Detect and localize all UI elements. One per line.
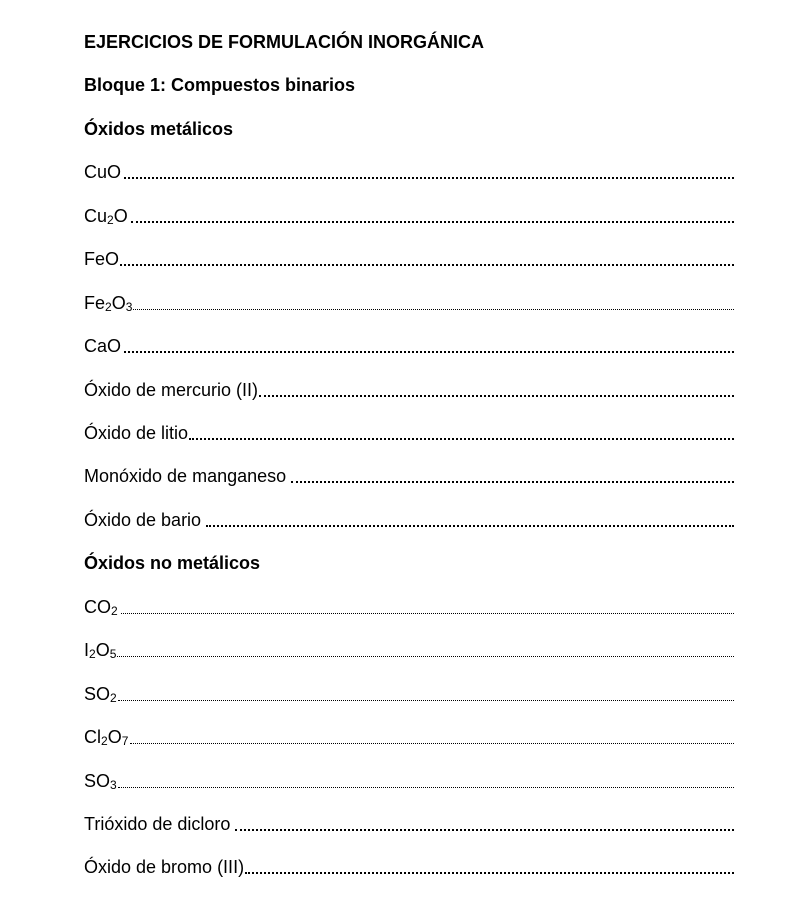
answer-blank[interactable] <box>189 438 734 440</box>
answer-blank[interactable] <box>133 309 734 310</box>
answer-blank[interactable] <box>259 395 734 397</box>
block-title: Bloque 1: Compuestos binarios <box>84 75 356 95</box>
answer-blank[interactable] <box>130 743 734 744</box>
section-heading-metal-oxides: Óxidos metálicos <box>84 119 234 139</box>
worksheet-title: EJERCICIOS DE FORMULACIÓN INORGÁNICA <box>84 32 485 52</box>
exercise-line-cl2o7 <box>84 726 734 748</box>
exercise-label: $Cu_2O$ <box>84 206 128 227</box>
exercise-line-cuo <box>84 161 734 183</box>
exercise-label: $Cl_2O_7$ <box>84 727 129 748</box>
exercise-line-cu2o <box>84 205 734 227</box>
exercise-line-fe2o3 <box>84 292 734 314</box>
exercise-label: $SO_3$ <box>84 771 117 792</box>
exercise-label: Óxido de bromo (III) <box>84 857 245 877</box>
answer-blank[interactable] <box>121 613 734 614</box>
answer-blank[interactable] <box>291 481 734 483</box>
exercise-line-i2o5 <box>84 639 734 661</box>
exercise-label: $I_2O_5$ <box>84 640 117 661</box>
exercise-line-oxido-mercurio <box>84 379 734 401</box>
exercise-line-cao <box>84 335 734 357</box>
answer-blank[interactable] <box>117 656 734 657</box>
exercise-label: Óxido de bario <box>84 510 202 530</box>
answer-blank[interactable] <box>235 829 734 831</box>
exercise-label: Óxido de litio <box>84 423 189 443</box>
answer-blank[interactable] <box>245 872 734 874</box>
exercise-line-trioxido-dicloro <box>84 813 734 835</box>
exercise-line-so2 <box>84 683 734 705</box>
exercise-line-oxido-litio <box>84 422 734 444</box>
answer-blank[interactable] <box>131 221 734 223</box>
exercise-label: FeO <box>84 249 120 269</box>
exercise-label: CuO <box>84 162 122 182</box>
exercise-line-co2 <box>84 596 734 618</box>
answer-blank[interactable] <box>124 177 734 179</box>
exercise-label: Óxido de mercurio (II) <box>84 380 259 400</box>
exercise-line-oxido-bario <box>84 509 734 531</box>
answer-blank[interactable] <box>124 351 734 353</box>
exercise-label: CaO <box>84 336 122 356</box>
exercise-label: Monóxido de manganeso <box>84 466 287 486</box>
answer-blank[interactable] <box>118 700 734 701</box>
answer-blank[interactable] <box>118 787 734 788</box>
section-heading-nonmetal-oxides: Óxidos no metálicos <box>84 553 261 573</box>
answer-blank[interactable] <box>206 525 734 527</box>
exercise-label: $CO_2$ <box>84 597 118 618</box>
exercise-line-feo <box>84 248 734 270</box>
answer-blank[interactable] <box>120 264 734 266</box>
exercise-label: $Fe_2O_3$ <box>84 293 133 314</box>
exercise-line-so3 <box>84 770 734 792</box>
exercise-line-monoxido-manganeso <box>84 465 734 487</box>
exercise-line-oxido-bromo <box>84 856 734 878</box>
exercise-label: Trióxido de dicloro <box>84 814 231 834</box>
exercise-label: $SO_2$ <box>84 684 117 705</box>
